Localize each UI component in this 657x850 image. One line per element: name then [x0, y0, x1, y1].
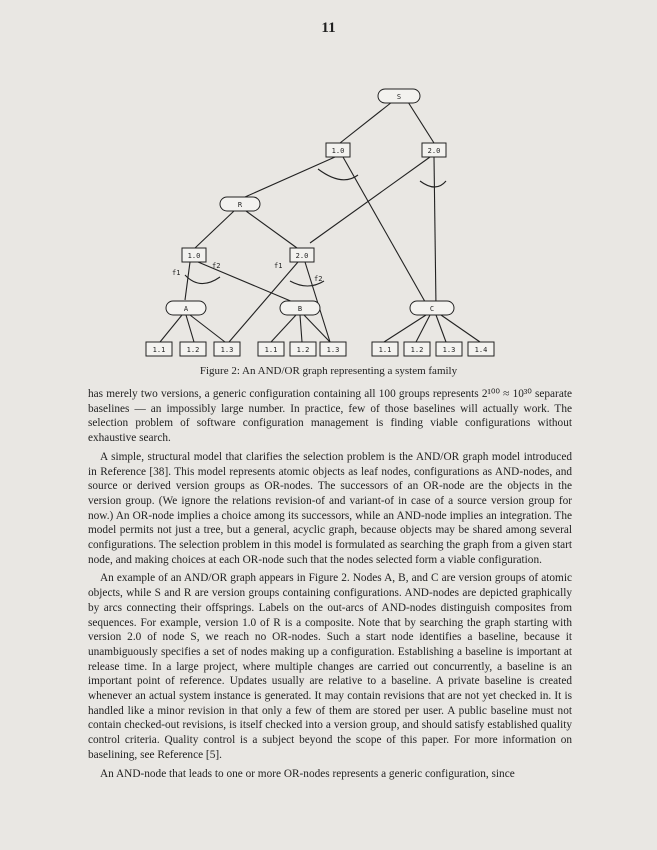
paragraph-2: A simple, structural model that clarifies the selection problem is the AND/OR graph model introduced in Reference [38]. This model represents atomic objects as leaf nodes, configurations as AND-nodes, and source or derived version groups as OR-nodes. The successors of an OR-node are the objects in the version group. (We ignore the relations revision-of and variant-of in case of a source version group for now.) An OR-node implies a choice among its successors, while an AND-node implies an integration. The model permits not just a tree, but a general, acyclic graph, because objects may be shared among several configurations. The selection problem in this model is formulated as searching the graph from a given start node, and making choices at each OR-node such that the nodes selected form a viable configuration.: [88, 450, 572, 566]
svg-text:1.3: 1.3: [220, 346, 234, 354]
node-C: [410, 301, 454, 315]
leaf-A-1.2: [180, 342, 206, 356]
and-or-graph: [130, 85, 530, 375]
leaf-B-1.2: [290, 342, 316, 356]
paragraph-3: An example of an AND/OR graph appears in Figure 2. Nodes A, B, and C are version groups of atomic objects, while S and R are version groups containing configurations. AND-nodes are depicted graphically by arcs connecting their offsprings. Labels on the out-arcs of AND-nodes distinguish composites from sequences. For example, version 1.0 of R is a composite. Note that by searching the graph starting with version 2.0 of node S, we reach no OR-nodes. Such a start node identifies a baseline, because it unambiguously specifies a set of nodes making up a configuration. Establishing a baseline is important at release time. In a large project, where multiple changes are carried out concurrently, a baseline is an important point of reference. Updates usually are relative to a baseline. A private baseline is created whenever an actual system instance is generated. It may contain revisions that are not yet checked in. It is handled like a minor revision in that only a few of them are stored per user. A public baseline must not contain checked-out revisions, is itself checked into a version group, and should satisfy established quality control criteria. Quality control is a subject beyond the scope of this paper. For more information on baselining, see Reference [5].: [88, 572, 572, 761]
leaf-B-1.3: [320, 342, 346, 356]
leaf-B-1.1: [258, 342, 284, 356]
arc-label-f1: f1: [274, 262, 283, 270]
svg-text:1.1: 1.1: [378, 346, 392, 354]
paragraph-4: An AND-node that leads to one or more OR-nodes represents a generic configuration, since: [100, 767, 515, 780]
svg-text:C: C: [429, 305, 435, 313]
svg-text:1.0: 1.0: [331, 147, 345, 155]
svg-text:A: A: [183, 305, 189, 313]
leaf-C-1.2: [404, 342, 430, 356]
svg-text:1.3: 1.3: [326, 346, 340, 354]
arc-label-f1: f1: [172, 269, 181, 277]
node-B: [280, 301, 320, 315]
paragraph-1: has merely two versions, a generic configuration containing all 100 groups represents 2¹⁰⁰ ≈ 10³⁰ separate baselines — an impossibly large number. In practice, few of those baselines will actually work. The selection problem of software configuration management is finding viable configurations without exhaustive search.: [88, 388, 572, 445]
and-or-graph-figure: [130, 85, 530, 375]
svg-text:1.0: 1.0: [187, 252, 201, 260]
svg-text:1.4: 1.4: [474, 346, 488, 354]
body-text: [88, 387, 572, 781]
svg-text:1.1: 1.1: [264, 346, 278, 354]
leaf-C-1.4: [468, 342, 494, 356]
node-R: [220, 197, 260, 211]
node-R-1.0: [182, 248, 206, 262]
svg-text:2.0: 2.0: [295, 252, 309, 260]
page-number: 11: [321, 20, 336, 36]
svg-text:1.2: 1.2: [410, 346, 424, 354]
svg-text:1.3: 1.3: [442, 346, 456, 354]
leaf-C-1.3: [436, 342, 462, 356]
arc-label-f2: f2: [314, 275, 323, 283]
svg-text:S: S: [396, 93, 402, 101]
svg-text:1.1: 1.1: [152, 346, 166, 354]
node-A: [166, 301, 206, 315]
node-R-2.0: [290, 248, 314, 262]
svg-text:B: B: [297, 305, 303, 313]
svg-text:1.2: 1.2: [296, 346, 310, 354]
arc-label-f2: f2: [212, 262, 221, 270]
node-S-2.0: [422, 143, 446, 157]
leaf-A-1.1: [146, 342, 172, 356]
leaf-A-1.3: [214, 342, 240, 356]
node-S-1.0: [326, 143, 350, 157]
node-S: [378, 89, 420, 103]
leaf-C-1.1: [372, 342, 398, 356]
svg-text:1.2: 1.2: [186, 346, 200, 354]
figure-caption: Figure 2: An AND/OR graph representing a system family: [199, 365, 458, 377]
svg-text:R: R: [237, 201, 243, 209]
svg-text:2.0: 2.0: [427, 147, 441, 155]
